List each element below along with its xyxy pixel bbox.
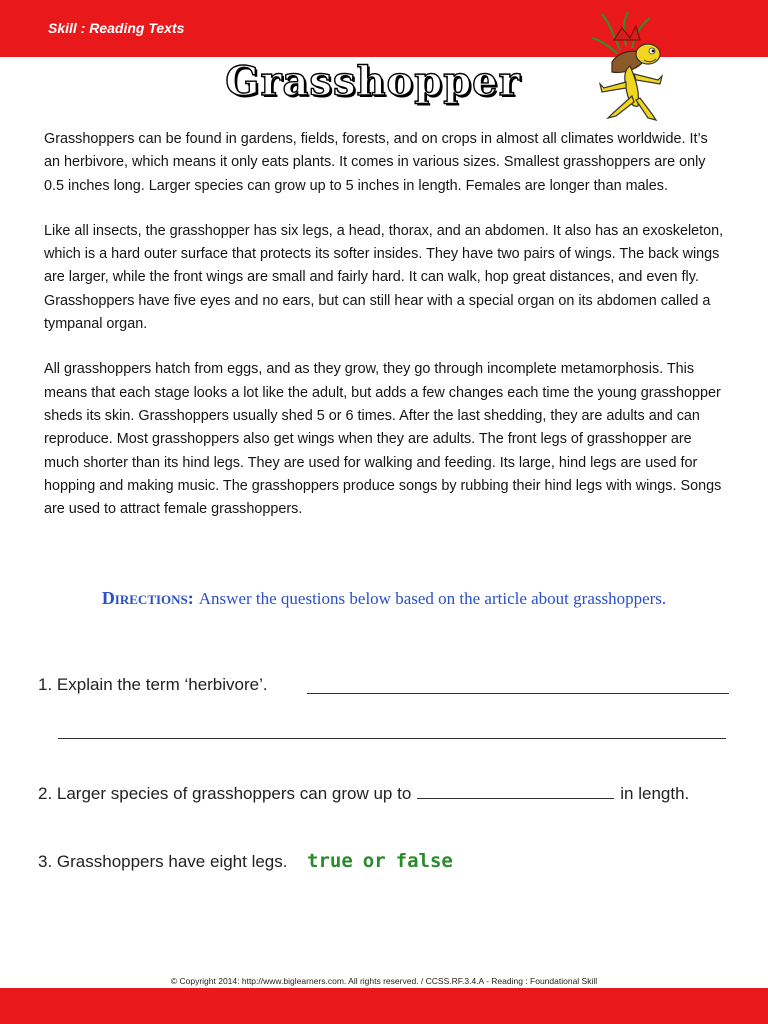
skill-label: Skill : Reading Texts [48, 20, 185, 36]
question-1: 1. Explain the term ‘herbivore’. [38, 675, 268, 694]
true-option[interactable]: true [307, 850, 353, 872]
answer-line-1b[interactable] [58, 738, 726, 739]
question-2-text: 2. Larger species of grasshoppers can grow up to [38, 784, 412, 803]
or-label: or [362, 850, 386, 872]
article-text [44, 128, 724, 543]
question-2 [38, 783, 689, 804]
article-paragraph: Like all insects, the grasshopper has six legs, a head, thorax, and an abdomen. It also has an exoskeleton, which is a hard outer surface that protects its softer insides. They have two pairs of wings. The back wings are larger, while the front wings are small and fairly hard. It can walk, hop great distances, and even fly. Grasshoppers have five eyes and no ears, but can still hear with a special organ on its abdomen called a tympanal organ. [44, 222, 724, 333]
true-false-choice [307, 850, 453, 872]
answer-blank-2[interactable] [417, 783, 614, 799]
answer-line-1[interactable] [307, 693, 729, 694]
article-paragraph: All grasshoppers hatch from eggs, and as they grow, they go through incomplete metamorphosis. This means that each stage looks a lot like the adult, but adds a few changes each time the young grasshopper sheds its skin. Grasshoppers usually shed 5 or 6 times. After the last shedding, they are adults and can reproduce. Most grasshoppers also get wings when they are adults. The front legs of grasshopper are much shorter than its hind legs. They are used for walking and feeding. Its large, hind legs are used for hopping and making music. The grasshoppers produce songs by rubbing their hind legs with wings. Songs are used to attract female grasshoppers. [44, 361, 722, 518]
page-title: Grasshopper [225, 58, 521, 105]
directions-lead: Directions: [101, 588, 194, 608]
question-3: 3. Grasshoppers have eight legs. [38, 852, 288, 871]
grasshopper-illustration-icon [590, 10, 680, 122]
article-paragraph: Grasshoppers can be found in gardens, fields, forests, and on crops in almost all climates worldwide. It’s an herbivore, which means it only eats plants. It comes in various sizes. Smallest grasshoppers are only 0.5 inches long. Larger species can grow up to 5 inches in length. Females are longer than males. [44, 131, 708, 194]
bottom-banner [0, 988, 768, 1024]
directions [0, 588, 768, 609]
copyright-footer: © Copyright 2014: http://www.biglearners.com. All rights reserved. / CCSS.RF.3.4.A - Reading : Foundational Skill [170, 976, 598, 986]
directions-text: Answer the questions below based on the article about grasshoppers. [198, 589, 667, 608]
question-2-suffix: in length. [620, 784, 690, 803]
false-option[interactable]: false [395, 850, 453, 872]
